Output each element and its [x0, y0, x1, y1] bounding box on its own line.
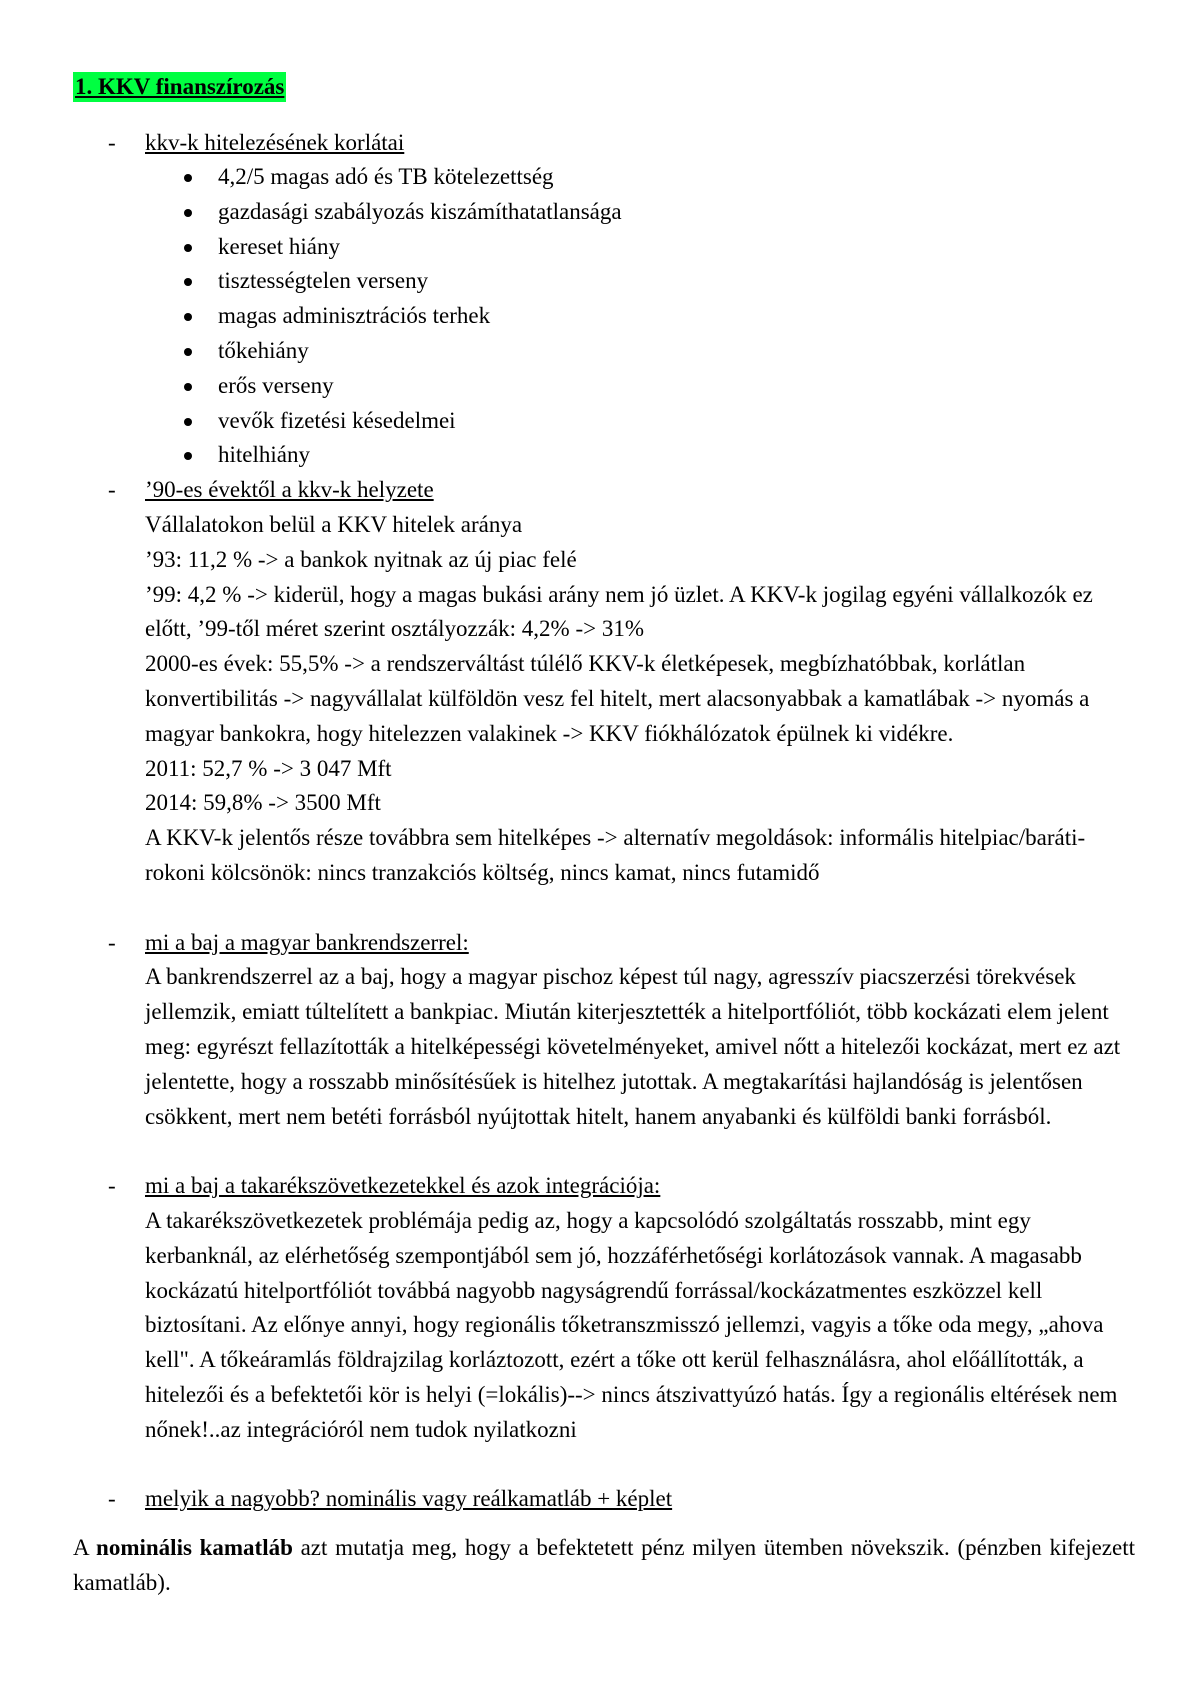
paragraph: A KKV-k jelentős része továbbra sem hitelképes -> alternatív megoldások: informális hitelpiac/baráti-rokoni kölcsönök: nincs tranzakciós költség, nincs kamat, nincs futamidő	[145, 825, 1086, 885]
bullet-dot-icon	[184, 278, 192, 286]
paragraph: 2000-es évek: 55,5% -> a rendszerváltást túlélő KKV-k életképesek, megbízhatóbbak, korlátlan konvertibilitás -> nagyvállalat külföldön vesz fel hitelt, mert alacsonyabbak a kamatlábak -> nyomás a magyar bankokra, hogy hitelezzen valakinek -> KKV fiókhálózatok épülnek ki vidékre.	[145, 651, 1090, 746]
section-5-heading: melyik a nagyobb? nominális vagy reálkamatláb + képlet	[145, 1486, 673, 1511]
section-4-body	[145, 1204, 1135, 1448]
paragraph: ’93: 11,2 % -> a bankok nyitnak az új piac felé	[145, 546, 577, 572]
section-4-heading: mi a baj a takarékszövetkezetekkel és azok integrációja:	[145, 1173, 661, 1199]
paragraph: ’99: 4,2 % -> kiderül, hogy a magas bukási arány nem jó üzlet. A KKV-k jogilag egyéni vállalkozók ez előtt, ’99-től méret szerint osztályozzák: 4,2% -> 31%	[145, 581, 1093, 642]
bullet-dot-icon	[184, 418, 192, 426]
section-2-heading: ’90-es évektől a kkv-k helyzete	[145, 477, 434, 503]
bullet-dot-icon	[184, 348, 192, 356]
bullet-dot-icon	[184, 209, 192, 217]
list-item-text: tisztességtelen verseny	[218, 268, 429, 294]
list-item-text: hitelhiány	[218, 442, 310, 468]
section-1-heading: kkv-k hitelezésének korlátai	[145, 130, 405, 155]
bullet-dot-icon	[184, 174, 192, 182]
paragraph: A bankrendszerrel az a baj, hogy a magyar pischoz képest túl nagy, agresszív piacszerzési törekvések jellemzik, emiatt túltelített a bankpiac. Miután kiterjesztették a hitelportfóliót, több kockázati elem jelent meg: egyrészt fellazították a hitelképességi követelményeket, amivel nőtt a hitelezői kockázat, mert ez azt jelentette, hogy a rosszabb minősítésűek is hitelhez jutottak. A megtakarítási hajlandóság is jelentősen csökkent, mert nem betéti forrásból nyújtottak hitelt, hanem anyabanki és külföldi banki forrásból.	[145, 964, 1121, 1129]
definition-lead: A	[73, 1535, 97, 1560]
section-2-body	[145, 508, 1135, 891]
paragraph: 2011: 52,7 % -> 3 047 Mft	[145, 755, 392, 781]
page-title: 1. KKV finanszírozás	[73, 72, 286, 102]
dash-bullet-icon: -	[108, 477, 116, 503]
dash-bullet-icon: -	[108, 1486, 116, 1511]
list-item-text: tőkehiány	[218, 338, 309, 363]
dash-bullet-icon: -	[108, 1173, 116, 1199]
paragraph: Vállalatokon belül a KKV hitelek aránya	[145, 512, 523, 537]
list-item-text: gazdasági szabályozás kiszámíthatatlansága	[218, 198, 622, 224]
list-item-text: magas adminisztrációs terhek	[218, 303, 491, 329]
section-3-body	[145, 960, 1135, 1134]
bullet-dot-icon	[184, 313, 192, 321]
definition-term: nominális kamatláb	[96, 1535, 293, 1560]
paragraph: 2014: 59,8% -> 3500 Mft	[145, 790, 381, 816]
list-item-text: kereset hiány	[218, 233, 340, 259]
bullet-dot-icon	[184, 452, 192, 460]
paragraph: A takarékszövetkezetek problémája pedig az, hogy a kapcsolódó szolgáltatás rosszabb, mint egy kerbanknál, az elérhetőség szempontjából sem jó, hozzáférhetőségi korlátozások vannak. A magasabb kockázatú hitelportfóliót továbbá nagyobb nagyságrendű forrással/kockázatmentes eszközzel kell biztosítani. Az előnye annyi, hogy regionális tőketranszmisszó jellemzi, vagyis a tőke oda megy, „ahova kell". A tőkeáramlás földrajzilag korláztozott, ezért a tőke ott kerül felhasználásra, ahol előállították, a hitelezői és a befektetői kör is helyi (=lokális)--> nincs átszivattyúzó hatás. Így a regionális eltérések nem nőnek!..az integrációról nem tudok nyilatkozni	[145, 1208, 1118, 1442]
dash-bullet-icon: -	[108, 130, 116, 155]
list-item-text: erős verseny	[218, 372, 334, 398]
bullet-dot-icon	[184, 383, 192, 391]
definition-paragraph	[73, 1531, 1135, 1601]
bullet-dot-icon	[184, 244, 192, 252]
list-item-text: vevők fizetési késedelmei	[218, 407, 456, 433]
section-3-heading: mi a baj a magyar bankrendszerrel:	[145, 929, 469, 955]
list-item-text: 4,2/5 magas adó és TB kötelezettség	[218, 164, 554, 189]
dash-bullet-icon: -	[108, 929, 116, 955]
definition-text: azt mutatja meg, hogy a befektetett pénz milyen ütemben növekszik. (pénzben kifejezett kamatláb).	[73, 1535, 1135, 1595]
